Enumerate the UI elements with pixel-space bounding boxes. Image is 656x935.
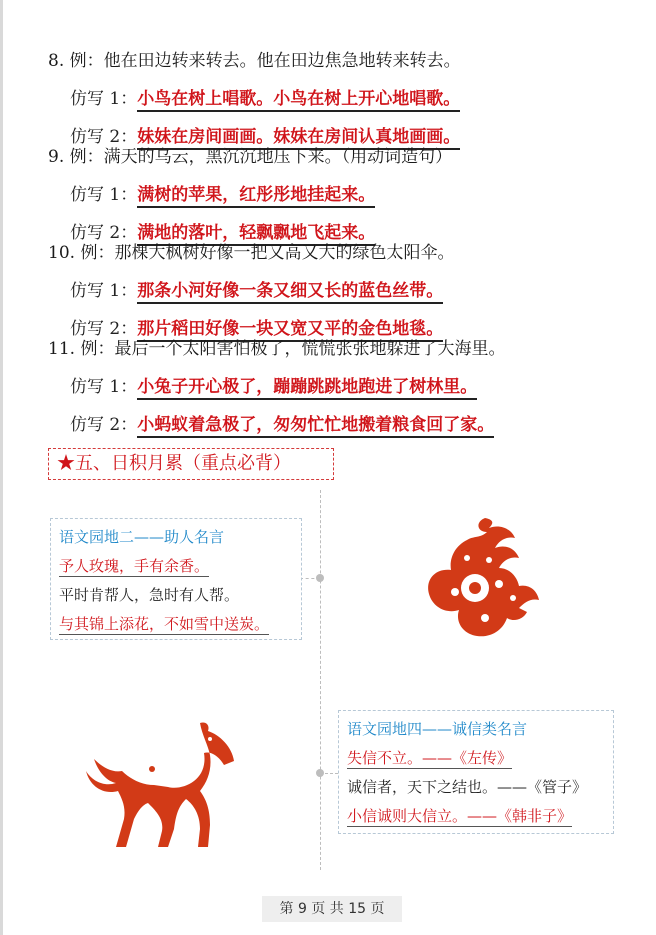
- quote-box-helping: [50, 518, 302, 640]
- connector-node: [316, 574, 324, 582]
- imitation-1: [48, 80, 461, 118]
- quote-box-honesty: [338, 710, 614, 834]
- imitation-1: [48, 176, 452, 214]
- imitation-label: 仿写 1：: [70, 185, 138, 205]
- quote-line: 予人玫瑰，手有余香。: [59, 557, 210, 575]
- imitation-label: 仿写 1：: [70, 377, 138, 397]
- imitation-1: [48, 272, 454, 310]
- example-sentence: 8. 例：他在田边转来转去。他在田边焦急地转来转去。: [48, 51, 461, 71]
- horse-papercut-icon: [82, 715, 242, 855]
- example-sentence: 9. 例：满天的乌云，黑沉沉地压下来。（用动词造句）: [48, 147, 453, 167]
- imitation-label: 仿写 2：: [70, 223, 138, 243]
- imitation-label: 仿写 2：: [70, 127, 138, 147]
- page-number: 第 9 页 共 15 页: [262, 896, 402, 922]
- example-sentence: 10. 例：那棵大枫树好像一把又高又大的绿色太阳伞。: [48, 243, 455, 263]
- imitation-text: 满树的苹果，红彤彤地挂起来。: [137, 185, 375, 208]
- imitation-2: [48, 406, 505, 444]
- imitation-text: 满地的落叶，轻飘飘地飞起来。: [137, 223, 375, 246]
- imitation-label: 仿写 2：: [70, 415, 138, 435]
- imitation-text: 小鸟在树上唱歌。小鸟在树上开心地唱歌。: [137, 89, 460, 112]
- quote-line: 诚信者，天下之结也。——《管子》: [347, 778, 588, 796]
- quote-line: 平时肯帮人，急时有人帮。: [59, 586, 240, 604]
- quote-line: 小信诚则大信立。——《韩非子》: [347, 807, 573, 825]
- box-title: 语文园地二——助人名言: [59, 528, 225, 546]
- quote-line: 与其锦上添花，不如雪中送炭。: [59, 615, 270, 633]
- example-sentence: 11. 例：最后一个太阳害怕极了，慌慌张张地躲进了大海里。: [48, 339, 506, 359]
- connector-node: [316, 769, 324, 777]
- imitation-text: 那片稻田好像一块又宽又平的金色地毯。: [137, 319, 443, 342]
- imitation-label: 仿写 2：: [70, 319, 138, 339]
- section-title: ★五、日积月累（重点必背）: [48, 448, 334, 480]
- imitation-1: [48, 368, 505, 406]
- mindmap-trunk: [320, 490, 321, 870]
- dragon-papercut-icon: [415, 510, 545, 645]
- imitation-label: 仿写 1：: [70, 281, 138, 301]
- box-title: 语文园地四——诚信类名言: [347, 720, 528, 738]
- imitation-text: 小兔子开心极了，蹦蹦跳跳地跑进了树林里。: [137, 377, 477, 400]
- example-11: [48, 330, 505, 444]
- imitation-text: 妹妹在房间画画。妹妹在房间认真地画画。: [137, 127, 460, 150]
- quote-line: 失信不立。——《左传》: [347, 749, 513, 767]
- imitation-text: 那条小河好像一条又细又长的蓝色丝带。: [137, 281, 443, 304]
- imitation-text: 小蚂蚁着急极了，匆匆忙忙地搬着粮食回了家。: [137, 415, 494, 438]
- page-edge: [0, 0, 3, 935]
- imitation-label: 仿写 1：: [70, 89, 138, 109]
